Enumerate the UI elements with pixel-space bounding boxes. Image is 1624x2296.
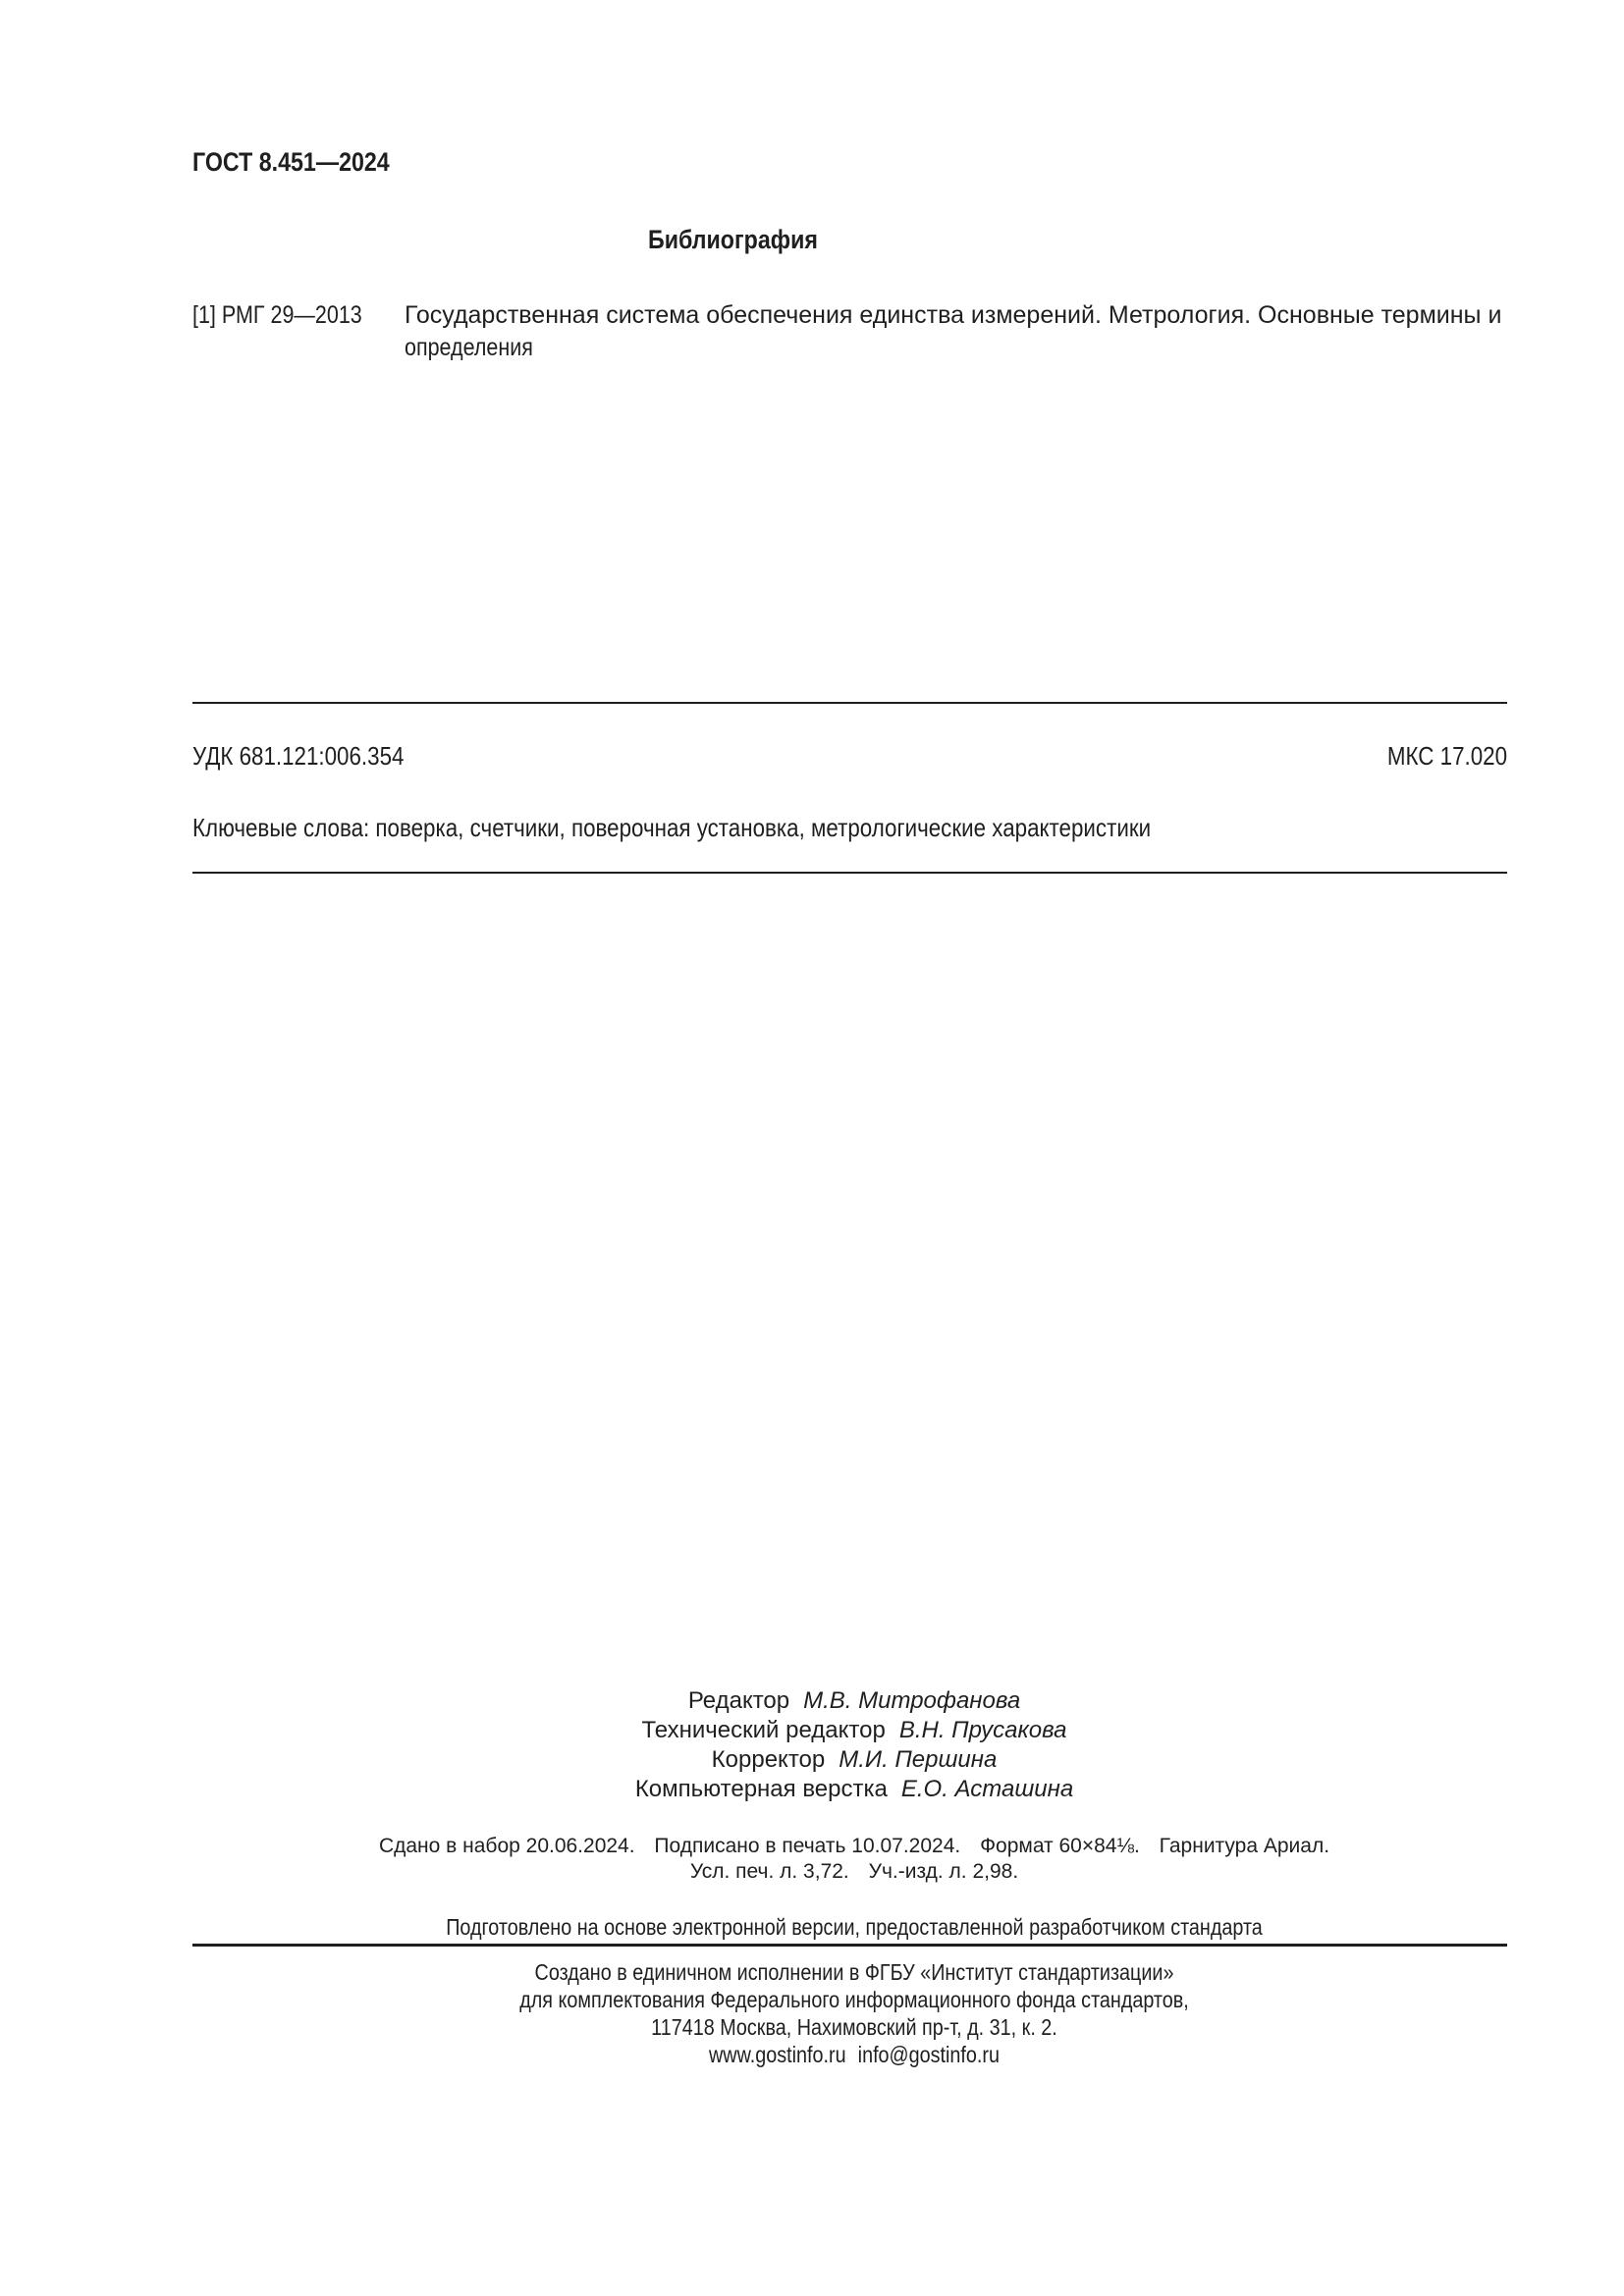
credits-block: [0, 1686, 1624, 1804]
print-sheets: Усл. печ. л. 3,72.: [689, 1860, 849, 1883]
website-link[interactable]: www.gostinfo.ru: [708, 2042, 846, 2067]
keywords: Ключевые слова: поверка, счетчики, поверочная установка, метрологические характеристики: [192, 813, 1152, 842]
credit-name: М.В. Митрофанова: [803, 1687, 1021, 1714]
bibliography-title: Библиография: [648, 225, 818, 254]
credit-role: Редактор: [687, 1687, 790, 1714]
publisher-sheets: Уч.-изд. л. 2,98.: [868, 1860, 1019, 1883]
credit-line: [0, 1686, 1624, 1716]
bibliography-ref: [1] РМГ 29—2013: [192, 301, 362, 329]
credit-line: [0, 1716, 1624, 1745]
credit-role: Компьютерная верстка: [634, 1776, 888, 1802]
bibliography-text-line: Государственная система обеспечения единства измерений. Метрология. Основные термины и: [405, 301, 1502, 329]
credit-name: М.И. Першина: [839, 1746, 998, 1773]
signed-date: Подписано в печать 10.07.2024.: [654, 1835, 961, 1857]
udk-code: УДК 681.121:006.354: [192, 741, 405, 771]
credit-role: Технический редактор: [641, 1717, 886, 1743]
credit-role: Корректор: [711, 1746, 826, 1773]
publication-info: [0, 1834, 1624, 1885]
credit-name: В.Н. Прусакова: [898, 1717, 1067, 1743]
credit-name: Е.О. Асташина: [900, 1776, 1074, 1802]
footer-line: Создано в единичном исполнении в ФГБУ «Институт стандартизации»: [534, 1959, 1174, 1985]
paper-format: Формат 60×84⅛.: [980, 1835, 1140, 1857]
standard-code-header: ГОСТ 8.451—2024: [192, 147, 390, 177]
divider-top: [192, 702, 1507, 704]
footer-line: для комплектования Федерального информационного фонда стандартов,: [519, 1987, 1189, 2012]
bibliography-text-line: определения: [405, 334, 533, 361]
email-link[interactable]: info@gostinfo.ru: [857, 2042, 1001, 2067]
prepared-note: Подготовлено на основе электронной версии, предоставленной разработчиком стандарта: [446, 1914, 1263, 1940]
typeface: Гарнитура Ариал.: [1159, 1835, 1330, 1857]
submitted-date: Сдано в набор 20.06.2024.: [378, 1835, 635, 1857]
credit-line: [0, 1775, 1624, 1804]
publication-line: [0, 1834, 1624, 1859]
divider-bottom: [192, 872, 1507, 874]
footer-info: [120, 1958, 1589, 2068]
mks-code: МКС 17.020: [1386, 741, 1507, 771]
publication-line: [0, 1859, 1624, 1885]
credit-line: [0, 1745, 1624, 1775]
footer-contacts: [120, 2041, 1589, 2068]
bibliography-text: [405, 299, 1507, 364]
footer-divider: [192, 1944, 1507, 1947]
footer-address: 117418 Москва, Нахимовский пр-т, д. 31, к. 2.: [651, 2014, 1057, 2040]
